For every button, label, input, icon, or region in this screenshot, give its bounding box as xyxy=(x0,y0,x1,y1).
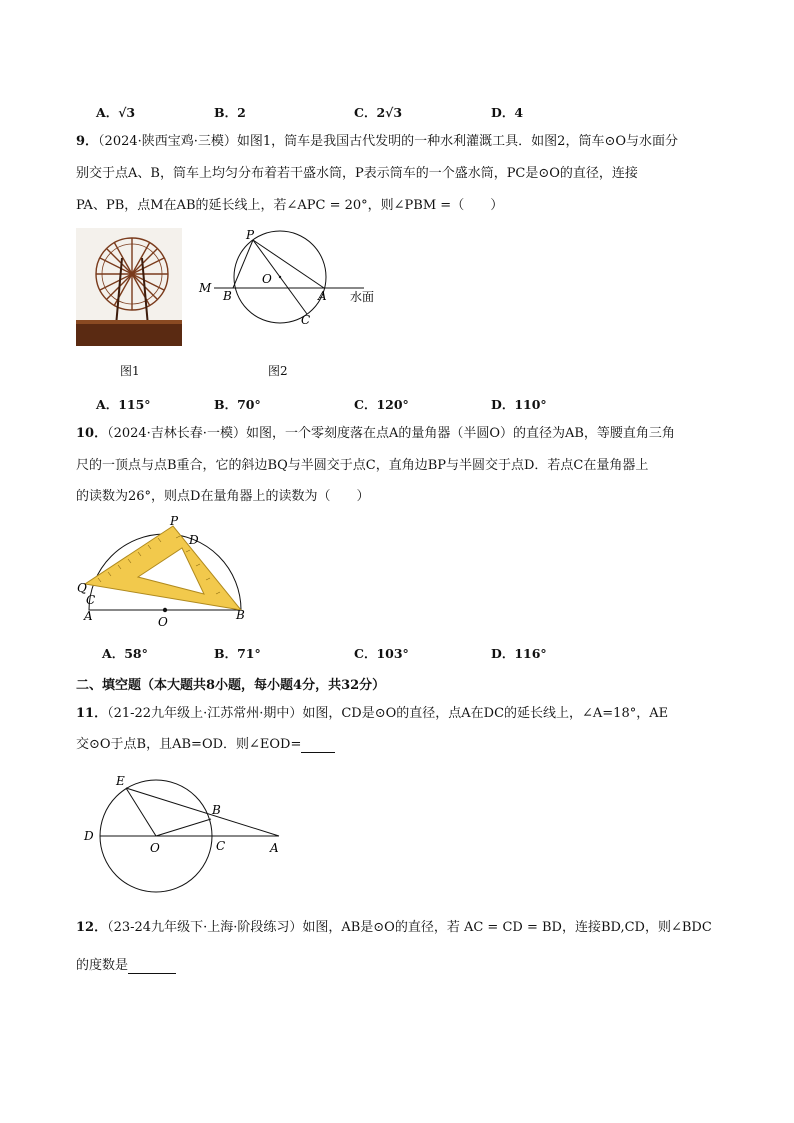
q10-option-a: A．58° xyxy=(102,646,148,661)
q10-label-c: C xyxy=(86,593,96,607)
q11-label-d: D xyxy=(84,829,94,843)
q9-option-c: C．120° xyxy=(354,397,409,412)
q10-text-1: （2024·吉林长春·一模）如图，一个零刻度落在点A的量角器（半圆O）的直径为AB，等腰直角三角 xyxy=(107,426,675,441)
q10-line-2: 尺的一顶点与点B重合，它的斜边BQ与半圆交于点C，直角边BP与半圆交于点D．若点C在量角器上 xyxy=(76,458,649,473)
q8-option-a: A．√3 xyxy=(96,105,136,120)
q10-label-a: A xyxy=(84,609,93,623)
fig2-label-a: A xyxy=(318,289,327,303)
q11-figure xyxy=(80,768,290,898)
q10-label-o: O xyxy=(158,615,168,629)
q12-line-2 xyxy=(76,958,176,974)
q11-number: 11． xyxy=(76,706,108,721)
q8-option-d: D．4 xyxy=(491,105,524,120)
q10-option-c: C．103° xyxy=(354,646,409,661)
q10-line-1 xyxy=(76,426,675,442)
q9-option-a: A．115° xyxy=(96,397,151,412)
q12-text-2: 的度数是 xyxy=(76,958,129,973)
q12-answer-blank[interactable] xyxy=(128,961,176,974)
q10-label-b: B xyxy=(236,608,245,622)
q11-label-c: C xyxy=(216,839,226,853)
q10-option-b: B．71° xyxy=(214,646,261,661)
q9-option-b: B．70° xyxy=(214,397,261,412)
fig2-label-water: 水面 xyxy=(350,290,375,304)
fig2-label-c: C xyxy=(301,313,311,327)
q11-line-1 xyxy=(76,706,668,722)
q9-text-1: （2024·陕西宝鸡·三模）如图1，筒车是我国古代发明的一种水利灌溉工具．如图2，筒车⊙O与水面分 xyxy=(98,134,678,149)
water-wheel-photo xyxy=(76,228,182,346)
q9-figure-2 xyxy=(196,222,396,338)
q9-number: 9． xyxy=(76,134,99,149)
q9-line-2: 别交于点A、B，筒车上均匀分布着若干盛水筒，P表示筒车的一个盛水筒，PC是⊙O的直径，连接 xyxy=(76,166,638,181)
fig1-caption: 图1 xyxy=(120,364,140,378)
fig2-label-m: M xyxy=(199,281,212,295)
q11-label-b: B xyxy=(212,803,221,817)
q10-option-d: D．116° xyxy=(491,646,547,661)
q11-label-a: A xyxy=(270,841,279,855)
q8-option-c: C．2√3 xyxy=(354,105,403,120)
q12-line-1 xyxy=(76,920,712,936)
fig2-caption: 图2 xyxy=(268,364,288,378)
q9-option-d: D．110° xyxy=(491,397,547,412)
section-fill-in-title: 二、填空题（本大题共8小题，每小题4分，共32分） xyxy=(76,678,386,693)
q10-number: 10． xyxy=(76,426,108,441)
q11-text-2: 交⊙O于点B，且AB=OD．则∠EOD= xyxy=(76,737,302,752)
fig2-label-b: B xyxy=(223,289,232,303)
q11-label-o: O xyxy=(150,841,160,855)
fig2-label-p: P xyxy=(246,228,255,242)
q9-line-1 xyxy=(76,134,678,150)
q9-line-3: PA、PB，点M在AB的延长线上，若∠APC = 20°，则∠PBM =（ ） xyxy=(76,198,504,213)
q12-number: 12． xyxy=(76,920,108,935)
q11-answer-blank[interactable] xyxy=(301,740,335,753)
q11-text-1: （21-22九年级上·江苏常州·期中）如图，CD是⊙O的直径，点A在DC的延长线上，∠A=18°，AE xyxy=(107,706,669,721)
q8-option-b: B．2 xyxy=(214,105,246,120)
q10-line-3: 的读数为26°，则点D在量角器上的读数为（ ） xyxy=(76,489,370,504)
q10-label-d: D xyxy=(189,533,199,547)
fig2-label-o: O xyxy=(262,272,272,286)
q10-label-q: Q xyxy=(77,581,87,595)
q11-label-e: E xyxy=(116,774,125,788)
q10-label-p: P xyxy=(170,514,179,528)
q12-text-1: （23-24九年级下·上海·阶段练习）如图，AB是⊙O的直径，若 AC = CD = BD，连接BD,CD，则∠BDC xyxy=(107,920,712,935)
q10-protractor-figure xyxy=(76,512,266,630)
q11-line-2 xyxy=(76,737,335,753)
